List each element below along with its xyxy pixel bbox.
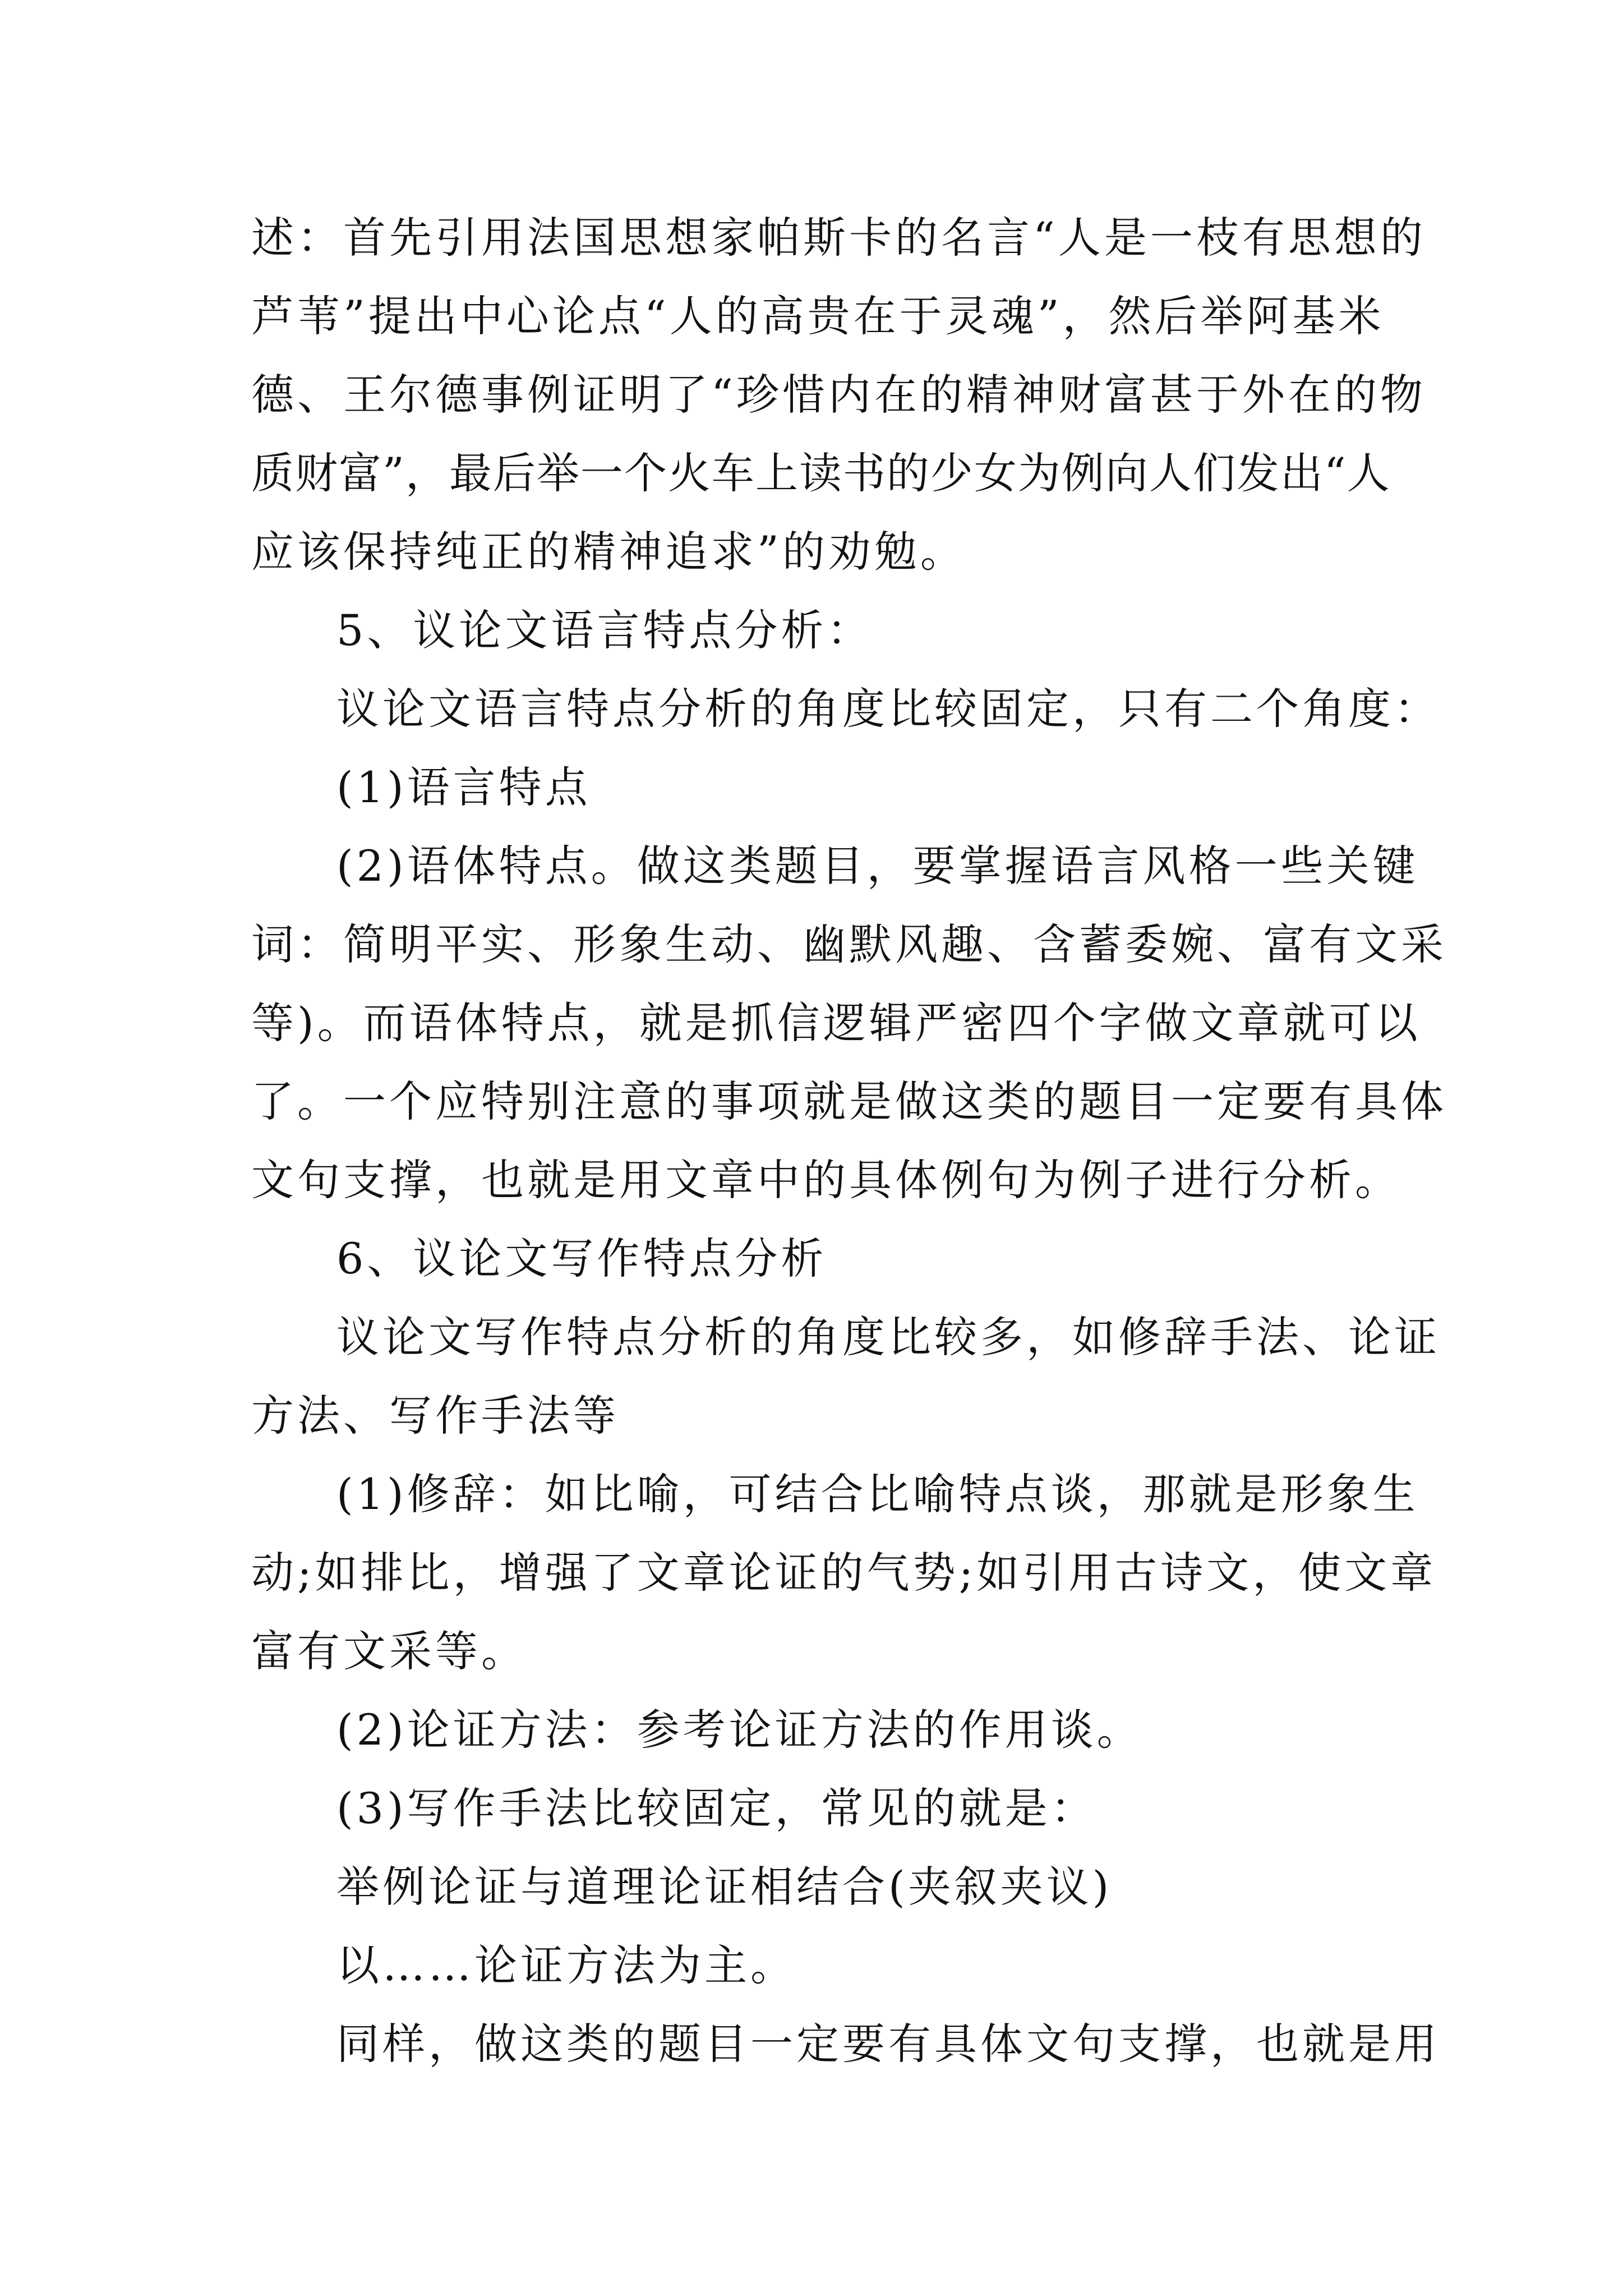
list-item: (1)修辞：如比喻，可结合比喻特点谈，那就是形象生 bbox=[336, 1469, 1419, 1519]
list-item: (1)语言特点 bbox=[336, 762, 591, 812]
list-item: (3)写作手法比较固定，常见的就是： bbox=[336, 1783, 1097, 1833]
text-line: 举例论证与道理论证相结合(夹叙夹议) bbox=[336, 1862, 1113, 1912]
text-line: 应该保持纯正的精神追求”的劝勉。 bbox=[251, 527, 966, 577]
text-line: 议论文写作特点分析的角度比较多，如修辞手法、论证 bbox=[336, 1312, 1440, 1362]
text-line: 同样，做这类的题目一定要有具体文句支撑，也就是用 bbox=[336, 2019, 1440, 2069]
text-line: 以……论证方法为主。 bbox=[336, 1940, 796, 1990]
list-item: (2)论证方法：参考论证方法的作用谈。 bbox=[336, 1705, 1143, 1755]
section-heading-6: 6、议论文写作特点分析 bbox=[336, 1234, 827, 1283]
text-line: 述：首先引用法国思想家帕斯卡的名言“人是一枝有思想的 bbox=[251, 213, 1426, 263]
text-line: 富有文采等。 bbox=[251, 1626, 527, 1676]
list-item: (2)语体特点。做这类题目，要掌握语言风格一些关键 bbox=[336, 841, 1419, 891]
section-heading-5: 5、议论文语言特点分析： bbox=[336, 605, 873, 655]
text-line: 文句支撑，也就是用文章中的具体例句为例子进行分析。 bbox=[251, 1155, 1401, 1205]
text-line: 德、王尔德事例证明了“珍惜内在的精神财富甚于外在的物 bbox=[251, 370, 1426, 420]
text-line: 方法、写作手法等 bbox=[251, 1391, 619, 1441]
text-line: 了。一个应特别注意的事项就是做这类的题目一定要有具体 bbox=[251, 1076, 1447, 1126]
text-line: 议论文语言特点分析的角度比较固定，只有二个角度： bbox=[336, 684, 1440, 734]
text-line: 等)。而语体特点，就是抓信逻辑严密四个字做文章就可以 bbox=[251, 998, 1421, 1048]
text-line: 芦苇”提出中心论点“人的高贵在于灵魂”，然后举阿基米 bbox=[251, 291, 1385, 341]
text-line: 词：简明平实、形象生动、幽默风趣、含蓄委婉、富有文采 bbox=[251, 919, 1447, 969]
text-line: 动;如排比，增强了文章论证的气势;如引用古诗文，使文章 bbox=[251, 1548, 1437, 1598]
text-line: 质财富”，最后举一个火车上读书的少女为例向人们发出“人 bbox=[251, 448, 1391, 498]
